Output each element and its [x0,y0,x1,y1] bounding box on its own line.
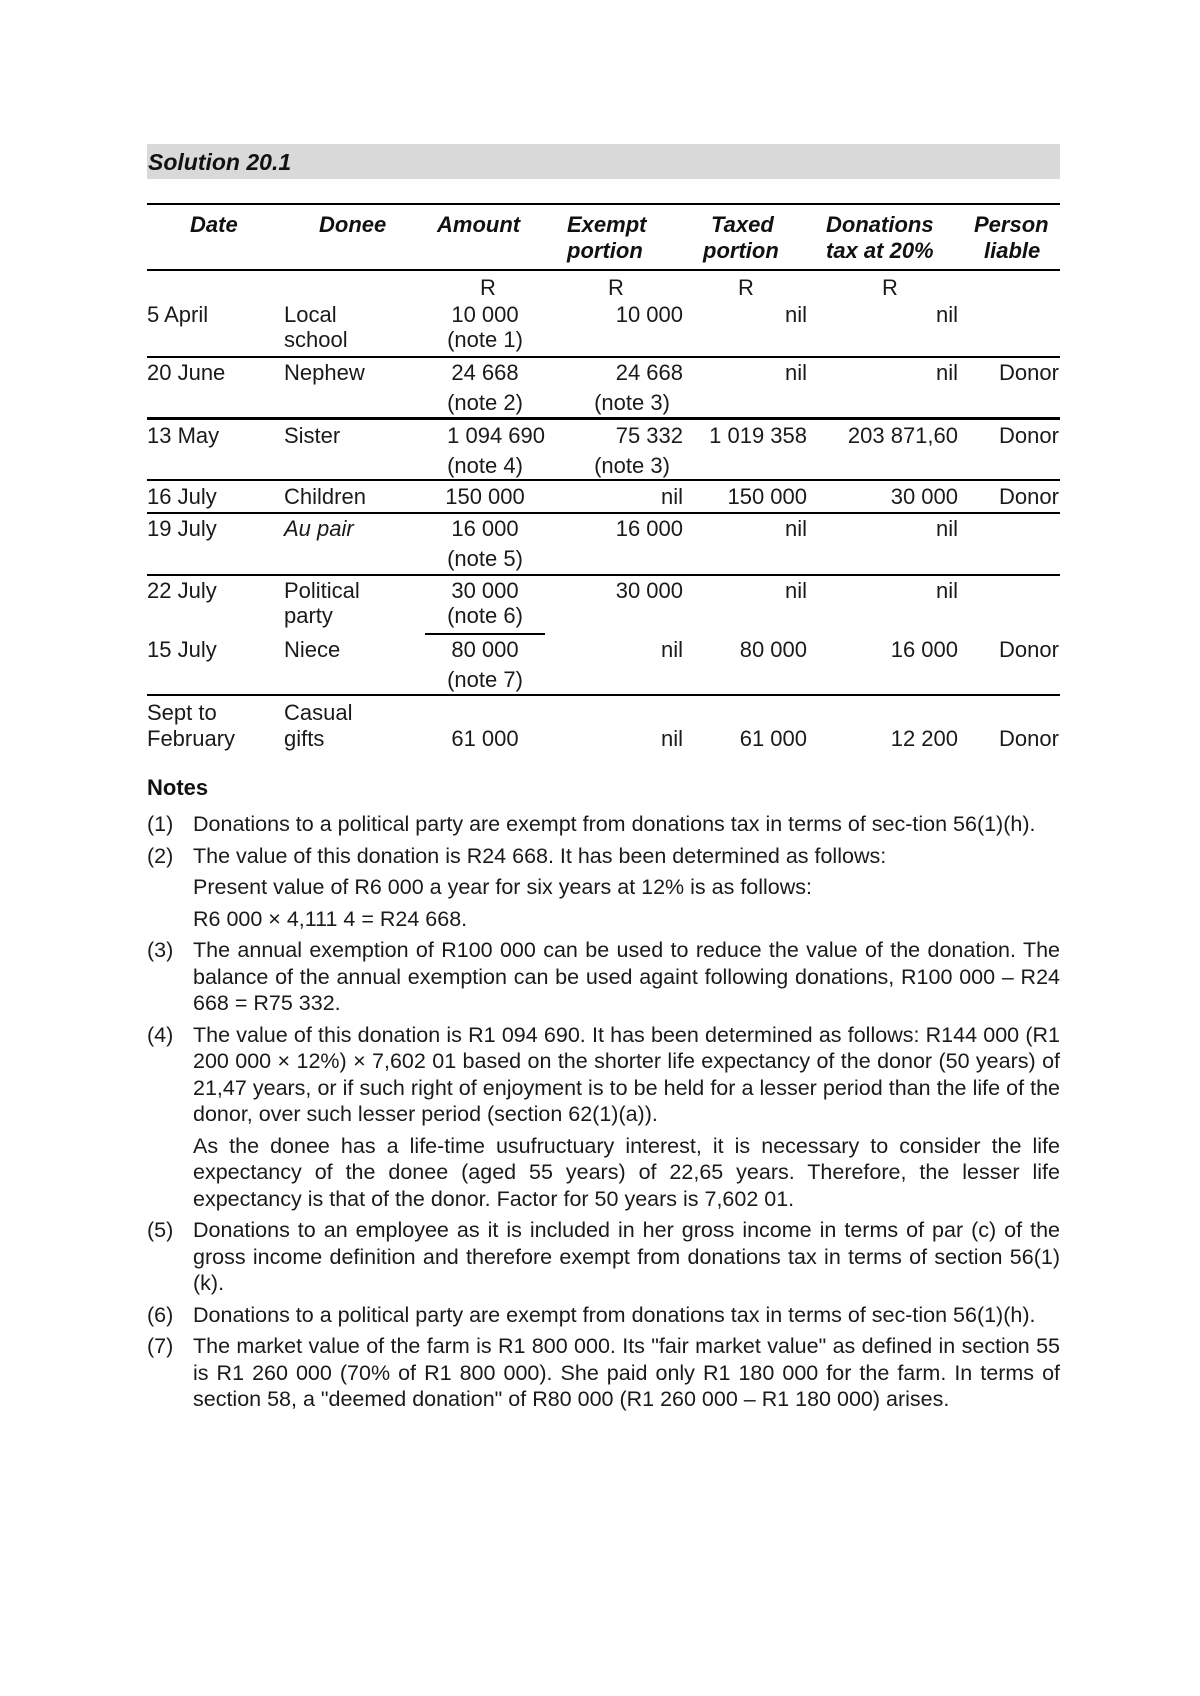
currency-amount: R [480,275,496,300]
donations-table [147,203,1060,763]
row8-date-2: February [147,726,236,751]
row2-exempt: 24 668 [615,360,683,385]
row6-amount: 30 000 [451,578,519,603]
row-rule [147,417,1060,420]
row1-tax: nil [935,302,958,327]
row7-person: Donor [999,637,1059,662]
header-amount: Amount [437,212,521,237]
note-text: Donations to an employee as it is included in her gross income in terms of par (c) of the gross income definition and therefore exempt from donations tax in terms of section 56(1)(k). [193,1218,1060,1295]
row3-date: 13 May [147,423,220,448]
row4-amount: 150 000 [445,484,525,509]
row7-taxed: 80 000 [739,637,807,662]
row8-donee: Casual [284,700,353,725]
row6-amount-note: (note 6) [447,603,523,628]
solution-title: Solution 20.1 [148,149,292,175]
header-exempt-2: portion [567,238,643,263]
notes-section [147,775,1060,1418]
row7-tax: 16 000 [890,637,958,662]
row3-donee: Sister [284,423,341,448]
note-number: (7) [147,1334,174,1358]
row1-date: 5 April [147,302,209,327]
row6-date: 22 July [147,578,217,603]
row-rule [147,574,1060,576]
row8-amount: 61 000 [451,726,519,751]
row3-tax: 203 871,60 [847,423,958,448]
note-3 [147,937,1060,1017]
header-date: Date [190,212,238,237]
note-text: R6 000 × 4,111 4 = R24 668. [193,906,468,931]
row2-taxed: nil [784,360,807,385]
note-5 [147,1217,1060,1297]
row8-donee-2: gifts [284,726,325,751]
row8-date: Sept to [147,700,217,725]
row7-exempt: nil [660,637,683,662]
row2-amount-note: (note 2) [447,390,523,415]
amount-underline [425,633,545,635]
row2-person: Donor [999,360,1059,385]
row1-amount: 10 000 [451,302,519,327]
row1-exempt: 10 000 [615,302,683,327]
note-text: Donations to a political party are exempt from donations tax in terms of sec-tion 56(1)(h). [193,1302,1036,1327]
row1-amount-note: (note 1) [447,327,523,352]
header-taxed-2: portion [703,238,779,263]
row6-taxed: nil [784,578,807,603]
row3-exempt-note: (note 3) [594,453,670,478]
row6-tax: nil [935,578,958,603]
row2-date: 20 June [147,360,226,385]
currency-tax: R [882,275,898,300]
row7-donee: Niece [284,637,341,662]
row5-taxed: nil [784,516,807,541]
currency-taxed: R [738,275,754,300]
row2-donee: Nephew [284,360,365,385]
row4-donee: Children [284,484,366,509]
header-person-2: liable [984,238,1041,263]
note-number: (1) [147,812,174,836]
row5-donee: Au pair [284,516,354,541]
note-text: As the donee has a life-time usufructuary interest, it is necessary to consider the life expectancy of the donee (aged 55 years) of 22,65 years. Therefore, the lesser life expectancy is that of the donor. Factor for 50 years is 7,602 01. [193,1133,1060,1211]
note-text: Donations to a political party are exempt from donations tax in terms of sec-tion 56(1)(h). [193,812,1036,836]
row7-date: 15 July [147,637,217,662]
row4-taxed: 150 000 [727,484,807,509]
row-rule [147,694,1060,696]
row8-exempt: nil [660,726,683,751]
row4-exempt: nil [660,484,683,509]
row5-amount: 16 000 [451,516,519,541]
row3-amount: 1 094 690 [447,423,545,448]
note-7 [147,1333,1060,1413]
note-4 [147,1022,1060,1213]
note-2 [147,843,1060,933]
row7-amount: 80 000 [451,637,519,662]
row8-taxed: 61 000 [739,726,807,751]
row6-donee-2: party [284,603,333,628]
row7-amount-note: (note 7) [447,667,523,692]
row8-tax: 12 200 [890,726,958,751]
row3-amount-note: (note 4) [447,453,523,478]
header-donations-2: tax at 20% [826,238,934,263]
row5-tax: nil [935,516,958,541]
header-donations: Donations [826,212,934,237]
note-number: (6) [147,1302,174,1327]
note-number: (2) [147,843,174,868]
note-number: (5) [147,1218,174,1242]
header-donee: Donee [319,212,387,237]
row-rule [147,512,1060,514]
header-person: Person [974,212,1049,237]
row8-person: Donor [999,726,1059,751]
note-text: The value of this donation is R1 094 690. It has been determined as follows: R144 000 (R1 200 000 × 12%) × 7,602 01 based on the shorter life expectancy of the donor (50 years) of 21,47 years, or if such right of enjoyment is to be held for a lesser period than the life of the donor, over such lesser period (section 62(1)(a)). [193,1022,1060,1126]
note-text: Present value of R6 000 a year for six years at 12% is as follows: [193,875,813,899]
note-text: The market value of the farm is R1 800 000. Its "fair market value" as defined in section 55 is R1 260 000 (70% of R1 800 000). She paid only R1 180 000 for the farm. In terms of section 58, a "deemed donation" of R80 000 (R1 260 000 – R1 180 000) arises. [193,1334,1060,1411]
row-rule [147,479,1060,481]
row4-person: Donor [999,484,1059,509]
row3-person: Donor [999,423,1059,448]
row6-exempt: 30 000 [615,578,683,603]
notes-heading: Notes [147,775,209,800]
row5-amount-note: (note 5) [447,546,523,571]
note-number: (4) [147,1022,174,1047]
note-text: The value of this donation is R24 668. It has been determined as follows: [193,843,887,868]
row5-exempt: 16 000 [615,516,683,541]
row4-date: 16 July [147,484,217,509]
row5-date: 19 July [147,516,217,541]
row4-tax: 30 000 [890,484,958,509]
row2-exempt-note: (note 3) [594,390,670,415]
currency-exempt: R [608,275,624,300]
note-text: The annual exemption of R100 000 can be used to reduce the value of the donation. The balance of the annual exemption can be used againt following donations, R100 000 – R24 668 = R75 332. [193,938,1060,1015]
row1-donee: Local [284,302,337,327]
note-1 [147,811,1060,838]
table-top-rule [147,203,1060,205]
row3-taxed: 1 019 358 [709,423,807,448]
row2-amount: 24 668 [451,360,519,385]
row1-taxed: nil [784,302,807,327]
row-rule [147,356,1060,358]
row2-tax: nil [935,360,958,385]
header-exempt: Exempt [567,212,647,237]
note-number: (3) [147,938,174,962]
row3-exempt: 75 332 [615,423,683,448]
header-bottom-rule [147,269,1060,271]
row6-donee: Political [284,578,360,603]
solution-title-bar [147,144,1060,179]
note-6 [147,1302,1060,1329]
row1-donee-2: school [284,327,348,352]
header-taxed: Taxed [711,212,774,237]
